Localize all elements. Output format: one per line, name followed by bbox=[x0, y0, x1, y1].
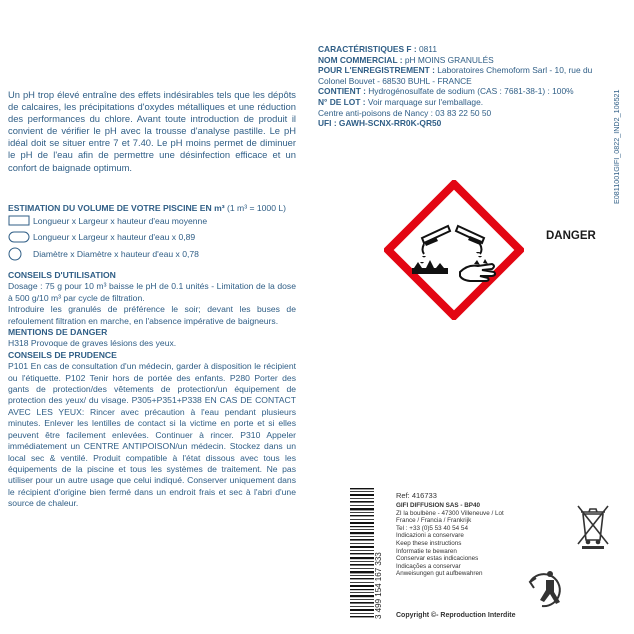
danger-signal-word: DANGER bbox=[546, 230, 596, 242]
spec-lot: N° DE LOT : Voir marquage sur l'emballage. bbox=[318, 96, 484, 107]
mentions-danger-text: H318 Provoque de graves lésions des yeux. bbox=[8, 338, 177, 349]
introduction-text: Introduire les granulés de préférence le soir; devant les buses de refoulement filtration en marche, en l'absence impérative de baigneurs. bbox=[8, 304, 296, 326]
conseils-prudence-text: P101 En cas de consultation d'un médecin, garder à disposition le récipient ou l'étiquette. P102 Tenir hors de portée des enfants. P280 Porter des gants de protection/des vêtements de protection/un équipement de protection des yeux/ du visage. P305+P351+P338 EN CAS DE CONTACT AVEC LES YEUX: Rincer avec précaution à l'eau pendant plusieurs minutes. Enlever les lentilles de contact si la victime en porte et si elles peuvent être facilement enlevées. Continuer à rincer. P310 Appeler immédiatement un CENTRE ANTIPOISON/un médecin. Stockez dans un local sec & ventilé. Produit compatible à l'état dissous avec tous les équipements de la piscine et tous les systèmes de traitement. Ne pas utiliser pour un autre usage que celui indiqué. Conserver uniquement dans le récipient d'origine bien fermé dans un endroit frais et sec à l'abri d'une source de chaleur. bbox=[8, 361, 296, 509]
circle-icon bbox=[8, 247, 30, 261]
mentions-danger-heading: MENTIONS DE DANGER bbox=[8, 327, 108, 338]
estimation-row-rectangle bbox=[8, 215, 207, 226]
company-line: Conservar estas indicaciones bbox=[396, 555, 479, 563]
barcode bbox=[346, 486, 393, 619]
intro-text: Un pH trop élevé entraîne des effets indésirables tels que les dépôts de calcaires, les précipitations d'oxydes métalliques et une réduction des performances du chlore. Avant toute introduction de produit il convient de vérifier le pH avec la trousse d'analyse pastille. Le pH idéal doit se situer entre 7 et 7.40. Le pH moins permet de diminuer le pH de l'eau afin de permettre une désinfection efficace et un confort de baignade optimum. bbox=[8, 89, 296, 173]
triman-recycling-icon bbox=[520, 560, 570, 616]
dosage-text: Dosage : 75 g pour 10 m³ baisse le pH de 0.1 unités - Limitation de la dose à 500 g/10 m³ par cycle de filtration. bbox=[8, 281, 296, 303]
company-line: Anweisungen gut aufbewahren bbox=[396, 570, 483, 578]
estimation-row-oval bbox=[8, 231, 195, 243]
vertical-code: E0811001GIFI_0822_IND2_106521 bbox=[612, 89, 621, 204]
company-line: ZI la boulbène - 47300 Villeneuve / Lot bbox=[396, 509, 504, 517]
company-line: Indicazioni a conservare bbox=[396, 532, 464, 540]
specifications-block bbox=[318, 44, 608, 129]
spec-antipoison: Centre anti-poisons de Nancy : 03 83 22 50 50 bbox=[318, 107, 492, 118]
rectangle-icon bbox=[8, 215, 30, 226]
estimation-row-label: Longueur x Largeur x hauteur d'eau moyenne bbox=[33, 215, 208, 226]
company-line: Keep these instructions bbox=[396, 539, 462, 547]
weee-crossed-bin-icon bbox=[574, 502, 612, 550]
company-line: GIFI DIFFUSION SAS - BP40 bbox=[396, 502, 480, 509]
company-line: France / Francia / Frankrijk bbox=[396, 517, 472, 525]
spec-caracteristiques: CARACTÉRISTIQUES F : 0811 bbox=[318, 44, 437, 54]
conseils-utilisation-heading: CONSEILS D'UTILISATION bbox=[8, 270, 116, 280]
conseils-prudence-heading: CONSEILS DE PRUDENCE bbox=[8, 349, 117, 360]
company-line: Indicações a conservar bbox=[396, 562, 461, 570]
company-line: Informatie te bewaren bbox=[396, 547, 457, 555]
company-line: Tel : +33 (0)5 53 40 54 54 bbox=[396, 524, 468, 532]
spec-contient: CONTIENT : Hydrogénosulfate de sodium (CAS : 7681-38-1) : 100% bbox=[318, 86, 574, 97]
reference-number: Ref: 416733 bbox=[396, 491, 437, 500]
estimation-row-circle bbox=[8, 247, 199, 261]
estimation-row-label: Diamètre x Diamètre x hauteur d'eau x 0,78 bbox=[33, 249, 199, 259]
estimation-title-text: ESTIMATION DU VOLUME DE VOTRE PISCINE EN m³ bbox=[8, 203, 225, 213]
spec-enregistrement: POUR L'ENREGISTREMENT : Laboratoires Chemoform Sarl - 10, rue du Colonel Bouvet - 68530 BUHL - FRANCE bbox=[318, 65, 593, 86]
spec-nom-commercial: NOM COMMERCIAL : pH MOINS GRANULÉS bbox=[318, 54, 494, 65]
conseils-utilisation-section bbox=[8, 270, 296, 510]
estimation-row-label: Longueur x Largeur x hauteur d'eau x 0,89 bbox=[33, 232, 196, 242]
spec-ufi: UFI : GAWH-SCNX-RR0K-QR50 bbox=[318, 118, 442, 129]
copyright-notice: Copyright ©- Reproduction Interdite bbox=[396, 612, 516, 619]
rounded-rectangle-icon bbox=[8, 231, 30, 243]
barcode-digits: 3 499 154 167 333 bbox=[374, 552, 383, 619]
estimation-title bbox=[8, 203, 286, 213]
estimation-note: (1 m³ = 1000 L) bbox=[227, 203, 287, 213]
ghs05-corrosion-icon bbox=[384, 180, 524, 320]
